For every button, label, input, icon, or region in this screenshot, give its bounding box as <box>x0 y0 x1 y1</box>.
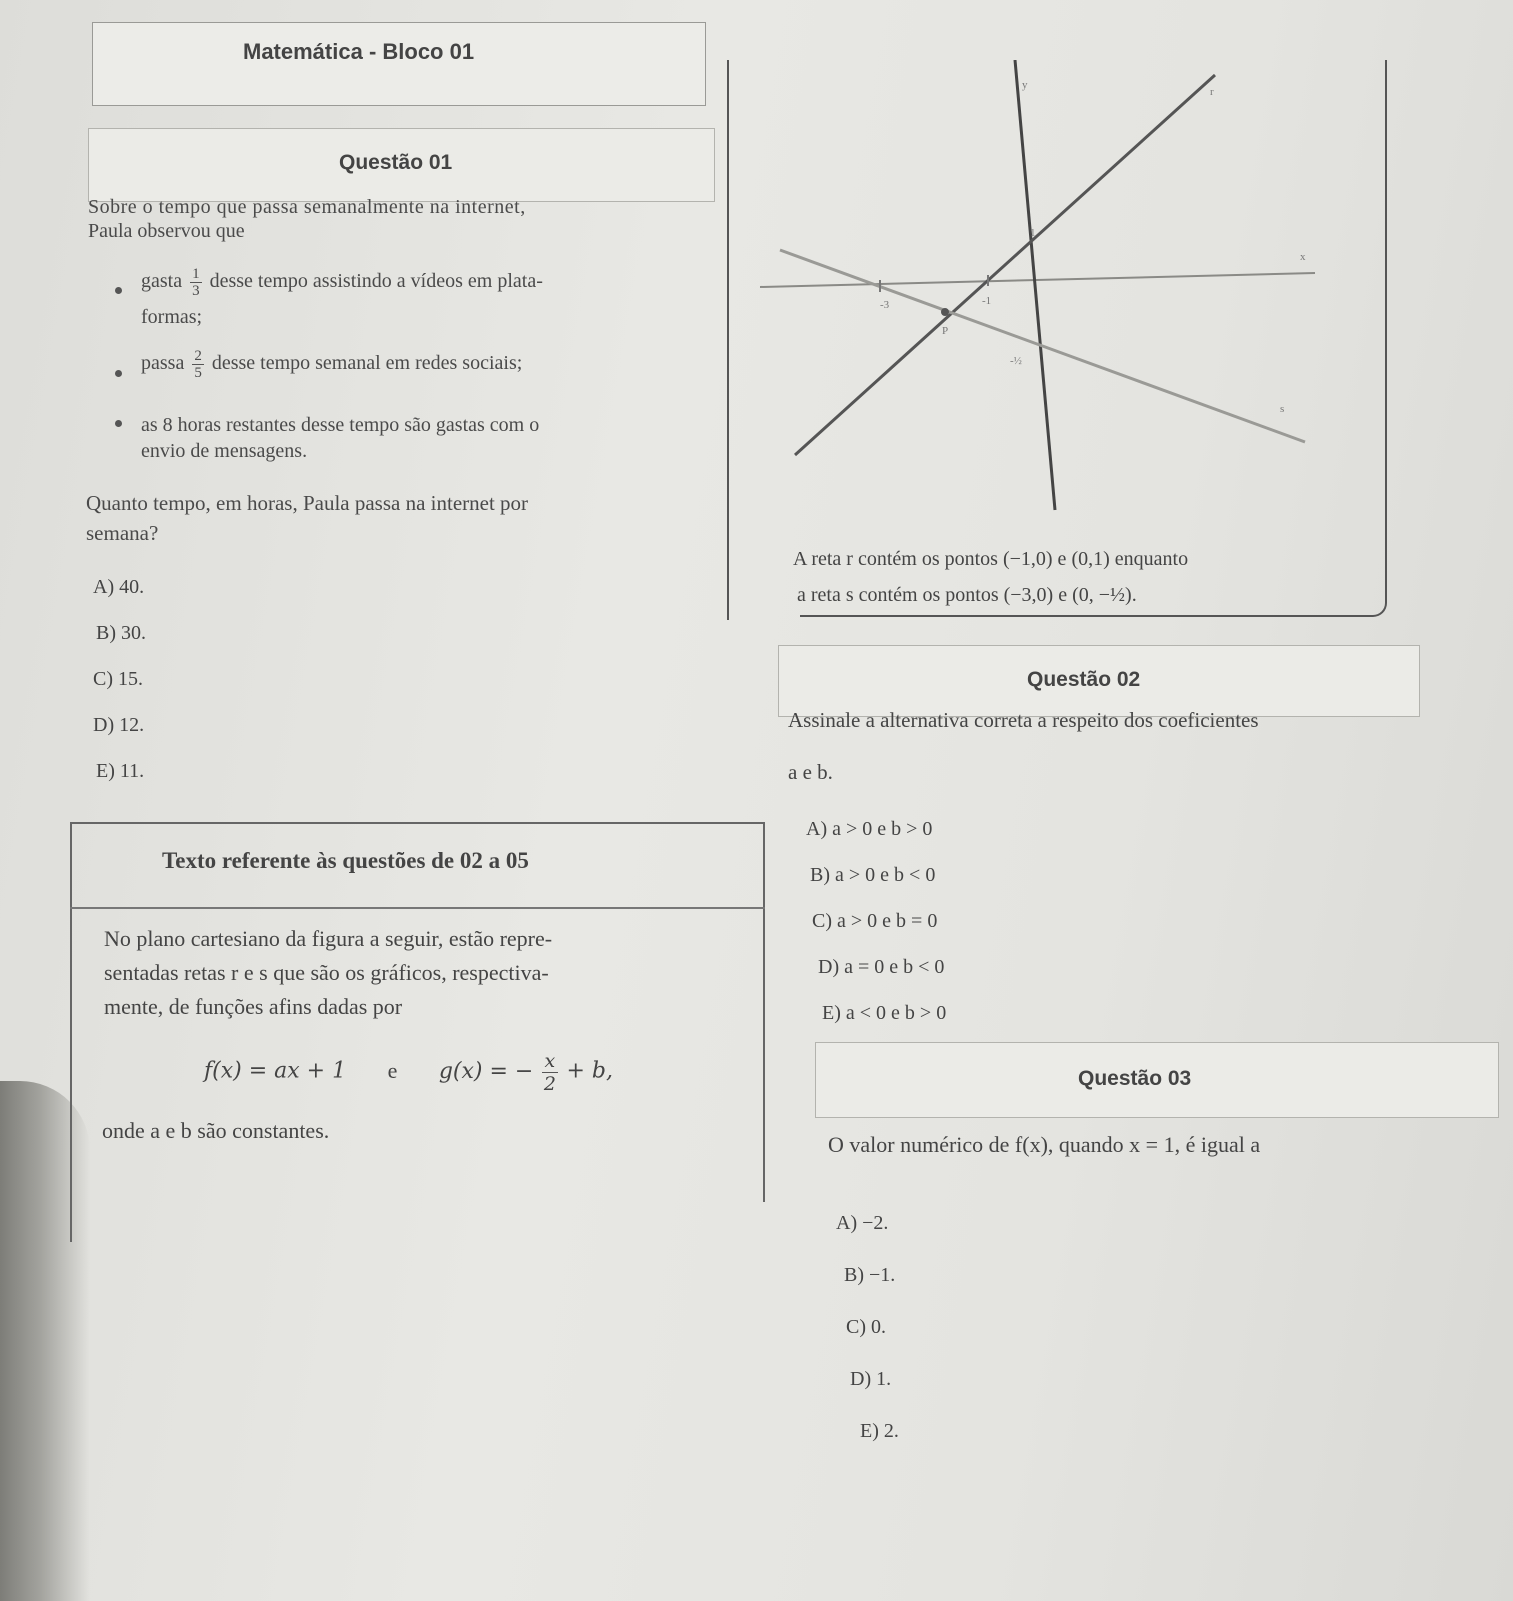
q2-option-d[interactable]: D) a = 0 e b < 0 <box>818 956 945 978</box>
frac-num: 2 <box>194 348 202 364</box>
label-y: y <box>1022 79 1028 91</box>
bullet-dot <box>115 420 122 427</box>
formula-g-pre: g(x) = − <box>438 1058 534 1084</box>
fraction-two-fifths <box>192 348 204 381</box>
q1-option-a[interactable]: A) 40. <box>93 576 145 598</box>
bullet3-line1: as 8 horas restantes desse tempo são gastas com o <box>141 414 540 436</box>
q1-option-c[interactable]: C) 15. <box>93 668 143 690</box>
q1-title: Questão 01 <box>339 151 453 174</box>
tick-one: 1 <box>1030 227 1036 239</box>
tick-neg3: -3 <box>880 299 890 311</box>
bullet2-post: desse tempo semanal em redes sociais; <box>211 352 523 375</box>
q3-option-b[interactable]: B) −1. <box>844 1264 896 1286</box>
q1-bullet2 <box>141 348 731 381</box>
tick-neg1: -1 <box>982 295 992 307</box>
reference-body <box>104 922 552 1024</box>
q1-bullet1-cont: formas; <box>141 306 203 328</box>
line-s <box>780 250 1305 442</box>
reference-title: Texto referente às questões de 02 a 05 <box>162 848 529 873</box>
q2-option-e[interactable]: E) a < 0 e b > 0 <box>822 1002 947 1024</box>
frac-den: 5 <box>194 365 202 381</box>
panel-border-right <box>763 822 765 1202</box>
q1-question <box>86 488 746 548</box>
frac-num: 1 <box>192 266 200 282</box>
q1-intro-line2: Paula observou que <box>88 220 245 242</box>
graph-caption-line1: A reta r contém os pontos (−1,0) e (0,1) enquanto <box>793 548 1189 570</box>
reference-line2: sentadas retas r e s que são os gráficos, respectiva- <box>104 960 549 985</box>
frac-num: x <box>542 1050 558 1073</box>
y-axis <box>1015 60 1055 510</box>
q2-option-b[interactable]: B) a > 0 e b < 0 <box>810 864 936 886</box>
q1-bullet1 <box>141 266 731 299</box>
formula-g-post: + b, <box>566 1058 613 1084</box>
q1-option-b[interactable]: B) 30. <box>96 622 146 644</box>
panel-separator <box>70 907 765 909</box>
q1-option-d[interactable]: D) 12. <box>93 714 145 736</box>
q2-statement-line1: Assinale a alternativa correta a respeito dos coeficientes <box>788 708 1259 732</box>
q3-option-d[interactable]: D) 1. <box>850 1368 892 1390</box>
formula-g-fraction <box>542 1050 558 1095</box>
bullet1-pre: gasta <box>141 270 183 293</box>
formula-and: e <box>387 1057 398 1083</box>
label-s: s <box>1280 403 1285 415</box>
q1-intro-line1: Sobre o tempo que passa semanalmente na internet, <box>88 196 526 218</box>
header-title-box <box>92 22 706 106</box>
q2-title-box <box>778 645 1420 717</box>
q1-option-e[interactable]: E) 11. <box>96 760 145 782</box>
label-x: x <box>1300 251 1306 263</box>
cartesian-graph <box>760 60 1330 530</box>
q3-option-a[interactable]: A) −2. <box>836 1212 889 1234</box>
reference-line3: mente, de funções afins dadas por <box>104 994 403 1019</box>
label-r: r <box>1210 86 1214 98</box>
q1-title-box <box>88 128 715 202</box>
frac-den: 3 <box>192 283 200 299</box>
page-title: Matemática - Bloco 01 <box>243 39 475 64</box>
q2-option-c[interactable]: C) a > 0 e b = 0 <box>812 910 938 932</box>
reference-formulas <box>204 1050 613 1095</box>
fraction-one-third <box>190 266 202 299</box>
q2-title: Questão 02 <box>1027 668 1141 691</box>
frac-den: 2 <box>543 1073 556 1095</box>
reference-line1: No plano cartesiano da figura a seguir, estão repre- <box>104 926 553 951</box>
bullet-dot <box>115 370 122 377</box>
q3-title: Questão 03 <box>1078 1067 1192 1090</box>
q3-option-c[interactable]: C) 0. <box>846 1316 886 1338</box>
tick-neg-half: -½ <box>1010 355 1022 367</box>
reference-panel <box>70 822 770 1242</box>
formula-f: f(x) = ax + 1 <box>204 1058 347 1084</box>
q2-statement-line2: a e b. <box>788 760 833 784</box>
point-P <box>941 308 949 316</box>
q1-question-line2: semana? <box>86 521 159 545</box>
x-axis <box>760 273 1315 287</box>
label-P: P <box>942 325 949 337</box>
q3-statement: O valor numérico de f(x), quando x = 1, é igual a <box>828 1132 1261 1157</box>
q1-question-line1: Quanto tempo, em horas, Paula passa na internet por <box>86 491 529 515</box>
reference-line4: onde a e b são constantes. <box>102 1118 330 1143</box>
column-divider <box>727 60 729 620</box>
bullet-dot <box>115 287 122 294</box>
graph-caption-line2: a reta s contém os pontos (−3,0) e (0, −½). <box>797 584 1137 606</box>
panel-border-left <box>70 822 72 1242</box>
bullet3-line2: envio de mensagens. <box>141 440 308 462</box>
q3-title-box <box>815 1042 1499 1118</box>
line-r <box>795 75 1215 455</box>
panel-border-top <box>70 822 765 824</box>
q3-option-e[interactable]: E) 2. <box>860 1420 899 1442</box>
bullet1-post: desse tempo assistindo a vídeos em plata- <box>209 270 543 293</box>
bullet2-pre: passa <box>141 352 185 375</box>
q1-intro <box>88 192 728 246</box>
q1-bullet3 <box>141 410 741 466</box>
q2-option-a[interactable]: A) a > 0 e b > 0 <box>806 818 933 840</box>
